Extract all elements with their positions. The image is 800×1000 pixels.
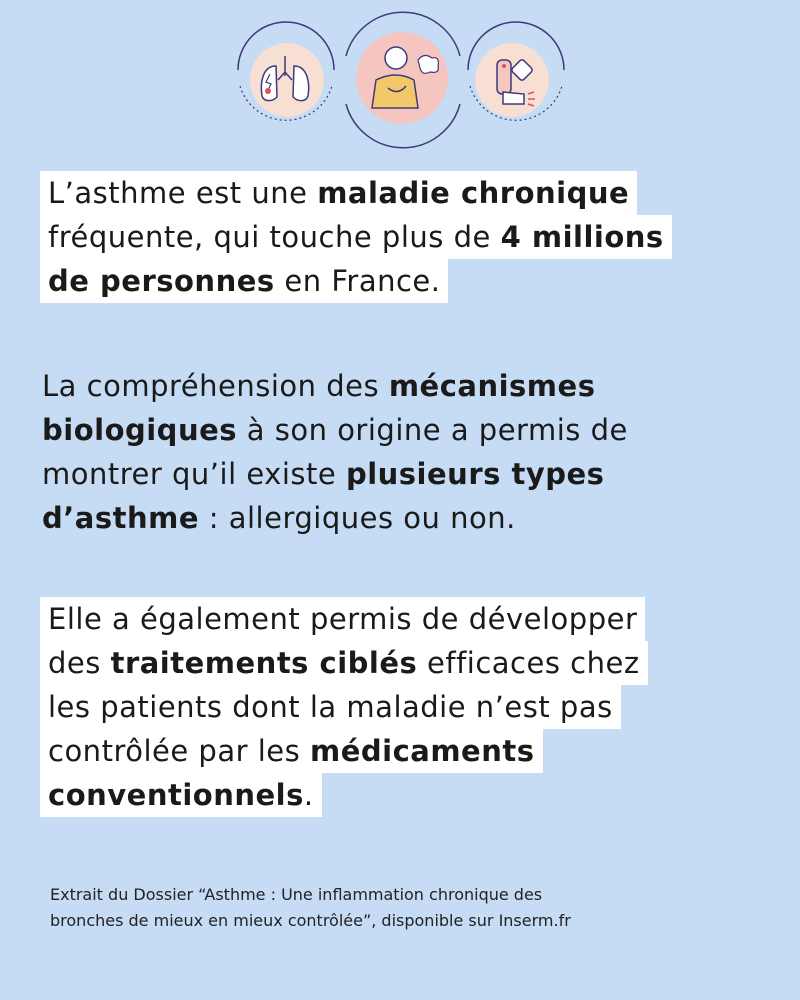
intro-paragraph	[40, 171, 672, 303]
icon-header	[0, 0, 800, 160]
highlight-line: conventionnels.	[40, 773, 322, 817]
emphasis-text: d’asthme	[42, 501, 200, 535]
highlight-line: les patients dont la maladie n’est pas	[40, 685, 621, 729]
inhaler-icon	[468, 22, 564, 120]
highlight-line: de personnes en France.	[40, 259, 448, 303]
lungs-icon	[238, 22, 334, 120]
mechanisms-paragraph: La compréhension des mécanismes biologiques à son origine a permis de montrer qu’il existe plusieurs types d’asthme : allergiques ou non.	[42, 369, 628, 535]
highlight-line: L’asthme est une maladie chronique	[40, 171, 637, 215]
citation-line: bronches de mieux en mieux contrôlée”, disponible sur Inserm.fr	[50, 911, 571, 930]
source-citation	[50, 882, 571, 934]
highlight-line: Elle a également permis de développer	[40, 597, 645, 641]
emphasis-text: mécanismes	[388, 369, 596, 403]
emphasis-text: de personnes	[48, 264, 275, 298]
treatments-paragraph	[40, 597, 648, 817]
highlight-line: fréquente, qui touche plus de 4 millions	[40, 215, 672, 259]
emphasis-text: biologiques	[42, 413, 238, 447]
emphasis-text: traitements ciblés	[110, 646, 418, 680]
coughing-person-icon	[346, 12, 460, 148]
citation-line: Extrait du Dossier “Asthme : Une inflammation chronique des	[50, 885, 543, 904]
emphasis-text: maladie chronique	[317, 176, 630, 210]
emphasis-text: conventionnels	[48, 778, 304, 812]
emphasis-text: médicaments	[309, 734, 535, 768]
highlight-line: contrôlée par les médicaments	[40, 729, 543, 773]
emphasis-text: 4 millions	[500, 220, 664, 254]
emphasis-text: plusieurs types	[345, 457, 605, 491]
highlight-line: des traitements ciblés efficaces chez	[40, 641, 648, 685]
